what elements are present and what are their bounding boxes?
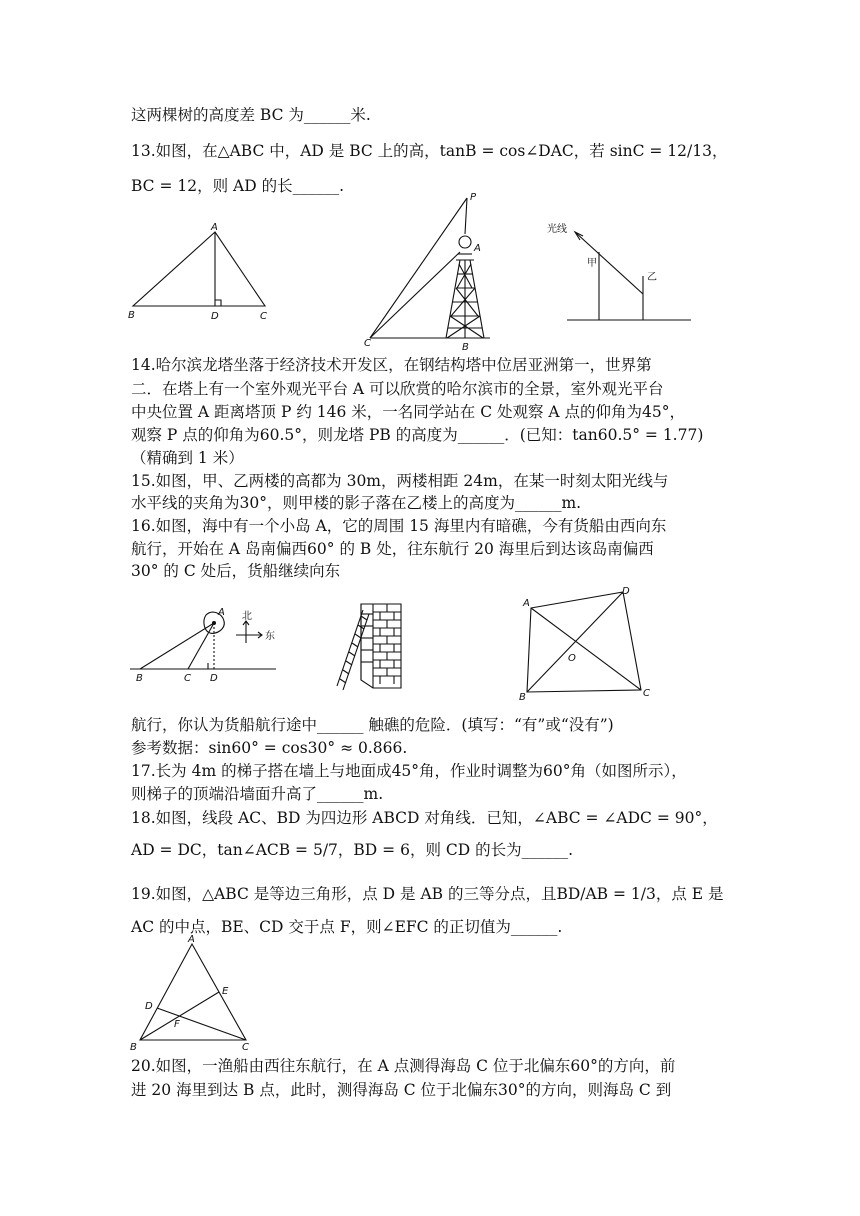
label-d: D bbox=[145, 1001, 153, 1012]
label-c: C bbox=[242, 1042, 249, 1053]
label-a: A bbox=[474, 243, 481, 254]
question-14: 14.哈尔滨龙塔坐落于经济技术开发区，在钢结构塔中位居亚洲第一，世界第 bbox=[131, 356, 652, 374]
tower-leg-right bbox=[470, 260, 484, 338]
text-line: 这两棵树的高度差 BC 为______米. bbox=[131, 106, 371, 124]
diagonal-ac bbox=[531, 608, 641, 690]
figure-19-triangle bbox=[128, 934, 258, 1054]
line-ab bbox=[140, 623, 214, 669]
figure-14-tower bbox=[362, 192, 492, 352]
ladder-rail-right bbox=[343, 614, 369, 690]
label-b: B bbox=[130, 1042, 137, 1053]
label-jia: 甲 bbox=[587, 258, 597, 269]
tower-spire bbox=[465, 198, 467, 234]
label-a: A bbox=[218, 607, 225, 618]
label-d: D bbox=[210, 673, 218, 684]
label-b: B bbox=[128, 310, 135, 321]
question-20: 20.如图，一渔船由西往东航行，在 A 点测得海岛 C 位于北偏东60°的方向，前 bbox=[131, 1057, 676, 1075]
text-line: 则梯子的顶端沿墙面升高了______m. bbox=[131, 785, 384, 803]
segment-cd bbox=[157, 1008, 246, 1040]
label-b: B bbox=[462, 342, 469, 353]
text-line: （精确到 1 米） bbox=[131, 449, 244, 467]
label-d: D bbox=[622, 586, 630, 597]
triangle-abc bbox=[133, 232, 265, 306]
text-line: 水平线的夹角为30°，则甲楼的影子落在乙楼上的高度为______m. bbox=[131, 494, 582, 512]
diagonal-bd bbox=[527, 592, 623, 692]
tower-leg-left bbox=[446, 260, 460, 338]
text-line: 二．在塔上有一个室外观光平台 A 可以欣赏的哈尔滨市的全景，室外观光平台 bbox=[131, 380, 664, 398]
right-angle-mark bbox=[215, 300, 221, 306]
light-ray bbox=[575, 232, 643, 294]
question-16: 16.如图，海中有一个小岛 A，它的周围 15 海里内有暗礁，今有货船由西向东 bbox=[131, 517, 667, 535]
text-line: AC 的中点，BE、CD 交于点 F，则∠EFC 的正切值为______. bbox=[131, 918, 563, 936]
text-line: 航行，你认为货船航行途中______ 触礁的危险．(填写：“有”或“没有”) bbox=[131, 716, 614, 734]
bricks bbox=[361, 604, 401, 684]
label-light: 光线 bbox=[547, 224, 567, 235]
text-line: 中央位置 A 距离塔顶 P 约 146 米，一名同学站在 C 处观察 A 点的仰角为45°， bbox=[131, 403, 686, 421]
question-13: 13.如图，在△ABC 中，AD 是 BC 上的高，tanB = cos∠DAC，若 sinC = 12/13， bbox=[131, 142, 728, 160]
ladder-rail-left bbox=[337, 610, 363, 686]
text-line: 航行，开始在 A 岛南偏西60° 的 B 处，往东航行 20 海里后到达该岛南偏西 bbox=[131, 540, 654, 558]
question-19: 19.如图，△ABC 是等边三角形，点 D 是 AB 的三等分点，且BD/AB = 1/3，点 E 是 bbox=[131, 885, 724, 903]
question-17: 17.长为 4m 的梯子搭在墙上与地面成45°角，作业时调整为60°角（如图所示）， bbox=[131, 762, 687, 780]
label-c: C bbox=[260, 311, 267, 322]
wall-outline bbox=[361, 604, 401, 688]
label-c: C bbox=[643, 688, 650, 699]
text-line: AD = DC，tan∠ACB = 5/7，BD = 6，则 CD 的长为______. bbox=[131, 841, 574, 859]
label-o: O bbox=[568, 653, 576, 664]
text-line: 参考数据：sin60° = cos30° ≈ 0.866. bbox=[131, 739, 408, 757]
label-a: A bbox=[523, 598, 530, 609]
label-e: E bbox=[222, 986, 229, 997]
figure-17-ladder bbox=[335, 600, 405, 692]
tower-pod bbox=[459, 236, 471, 248]
question-18: 18.如图，线段 AC、BD 为四边形 ABCD 对角线．已知，∠ABC = ∠ADC = 90°， bbox=[131, 809, 718, 827]
label-north: 北 bbox=[242, 611, 252, 622]
question-15: 15.如图，甲、乙两楼的高都为 30m，两楼相距 24m，在某一时刻太阳光线与 bbox=[131, 472, 669, 490]
label-a: A bbox=[211, 222, 218, 233]
label-c: C bbox=[184, 673, 191, 684]
text-line: 30° 的 C 处后，货船继续向东 bbox=[131, 562, 341, 580]
label-b: B bbox=[136, 673, 143, 684]
text-line: 进 20 海里到达 B 点，此时，测得海岛 C 位于北偏东30°的方向，则海岛 C 到 bbox=[131, 1081, 672, 1099]
figure-13-triangle bbox=[125, 220, 275, 330]
label-a: A bbox=[188, 934, 195, 945]
label-yi: 乙 bbox=[647, 272, 657, 283]
figure-16-island bbox=[128, 605, 278, 685]
line-ac bbox=[188, 623, 214, 669]
segment-be bbox=[140, 992, 219, 1040]
label-p: P bbox=[470, 192, 477, 203]
label-c: C bbox=[364, 338, 371, 349]
figure-15-buildings bbox=[545, 218, 695, 328]
figure-18-quadrilateral bbox=[515, 584, 665, 704]
sight-line-ca bbox=[370, 252, 460, 338]
label-east: 东 bbox=[265, 631, 275, 642]
right-angle-mark bbox=[208, 663, 214, 669]
text-line: 观察 P 点的仰角为60.5°，则龙塔 PB 的高度为______．(已知：tan60.5° = 1.77) bbox=[131, 426, 704, 444]
triangle-abc bbox=[140, 944, 246, 1040]
text-line: BC = 12，则 AD 的长______. bbox=[131, 177, 345, 195]
label-f: F bbox=[174, 1019, 180, 1030]
label-d: D bbox=[211, 311, 219, 322]
label-b: B bbox=[519, 692, 526, 703]
